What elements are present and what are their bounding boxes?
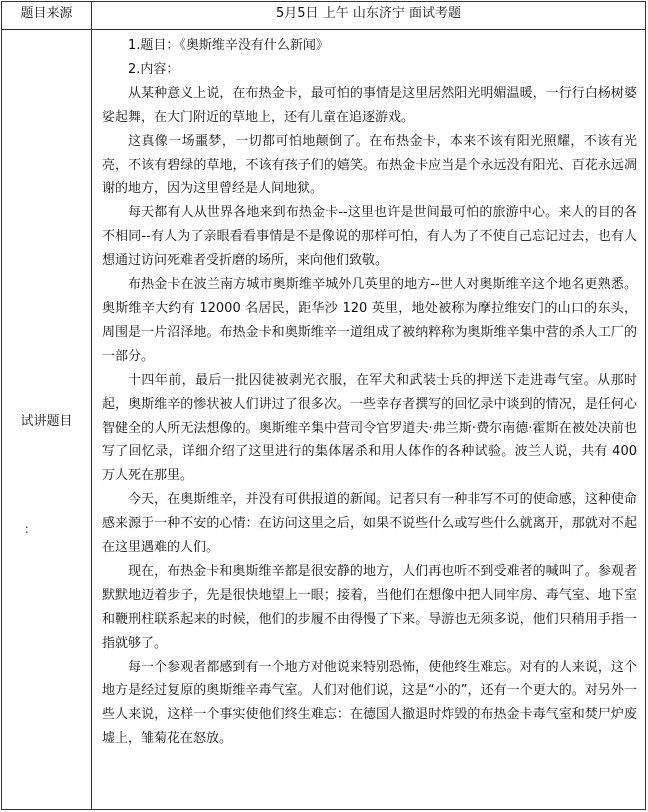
header-row [2, 2, 646, 30]
exam-topic-table [1, 1, 646, 810]
stray-mark: ： [24, 522, 37, 536]
source-value: 5月5日 上午 山东济宁 面试考题 [92, 2, 646, 30]
content-cell [92, 30, 646, 810]
title-line: 1.题目：《奥斯维辛没有什么新闻》 [128, 38, 329, 53]
paragraph: 从某种意义上说，在布热金卡，最可怕的事情是这里居然阳光明媚温暖，一行行白杨树婆娑起舞，在大门附近的草地上，还有儿童在追逐游戏。 [102, 85, 637, 125]
row-label: 试讲题目 [20, 414, 73, 429]
paragraph: 每天都有人从世界各地来到布热金卡--这里也许是世间最可怕的旅游中心。来人的目的各不相同--有人为了亲眼看看事情是不是像说的那样可怕，有人为了不使自己忘记过去，也有人想通过访问死难者受折磨的场所，来向他们致敬。 [102, 205, 637, 269]
paragraph: 今天，在奥斯维辛，并没有可供报道的新闻。记者只有一种非写不可的使命感，这种使命感来源于一种不安的心情：在访问这里之后，如果不说些什么或写些什么就离开，那就对不起在这里遇难的人们。 [102, 492, 637, 556]
paragraph: 这真像一场噩梦，一切都可怕地颠倒了。在布热金卡，本来不该有阳光照耀，不该有光亮，不该有碧绿的草地，不该有孩子们的嬉笑。布热金卡应当是个永远没有阳光、百花永远凋谢的地方，因为这里曾经是人间地狱。 [102, 133, 637, 197]
paragraph: 现在，布热金卡和奥斯维辛都是很安静的地方，人们再也听不到受难者的喊叫了。参观者默默地迈着步子，先是很快地望上一眼；接着，当他们在想像中把人同牢房、毒气室、地下室和鞭刑柱联系起来的时候，他们的步履不由得慢了下来。导游也无须多说，他们只稍用手指一指就够了。 [102, 563, 637, 651]
row-label-cell [2, 30, 92, 810]
paragraph: 每一个参观者都感到有一个地方对他说来特别恐怖，使他终生难忘。对有的人来说，这个地方是经过复原的奥斯维辛毒气室。人们对他们说，这是“小的”，还有一个更大的。对另外一些人来说，这样一个事实使他们终生难忘：在德国人撤退时炸毁的布热金卡毒气室和焚尸炉废墟上，雏菊花在怒放。 [102, 659, 637, 747]
content-label: 2.内容： [128, 61, 180, 77]
paragraph: 十四年前，最后一批囚徒被剥光衣服，在军犬和武装士兵的押送下走进毒气室。从那时起，奥斯维辛的惨状被人们讲过了很多次。一些幸存者撰写的回忆录中谈到的情况，是任何心智健全的人所无法想像的。奥斯维辛集中营司令官罗道夫·弗兰斯·费尔南德·霍斯在被处决前也写了回忆录，详细介绍了这里进行的集体屠杀和用人体作的各种试验。波兰人说，共有 400 万人死在那里。 [102, 372, 637, 484]
body-row [2, 30, 646, 810]
paragraph: 布热金卡在波兰南方城市奥斯维辛城外几英里的地方--世人对奥斯维辛这个地名更熟悉。奥斯维辛大约有 12000 名居民，距华沙 120 英里，地处被称为摩拉维安门的山口的东头，周围是一片沼泽地。布热金卡和奥斯维辛一道组成了被纳粹称为奥斯维辛集中营的杀人工厂的一部分。 [102, 277, 637, 364]
source-label: 题目来源 [2, 2, 92, 30]
content-block [92, 30, 645, 751]
